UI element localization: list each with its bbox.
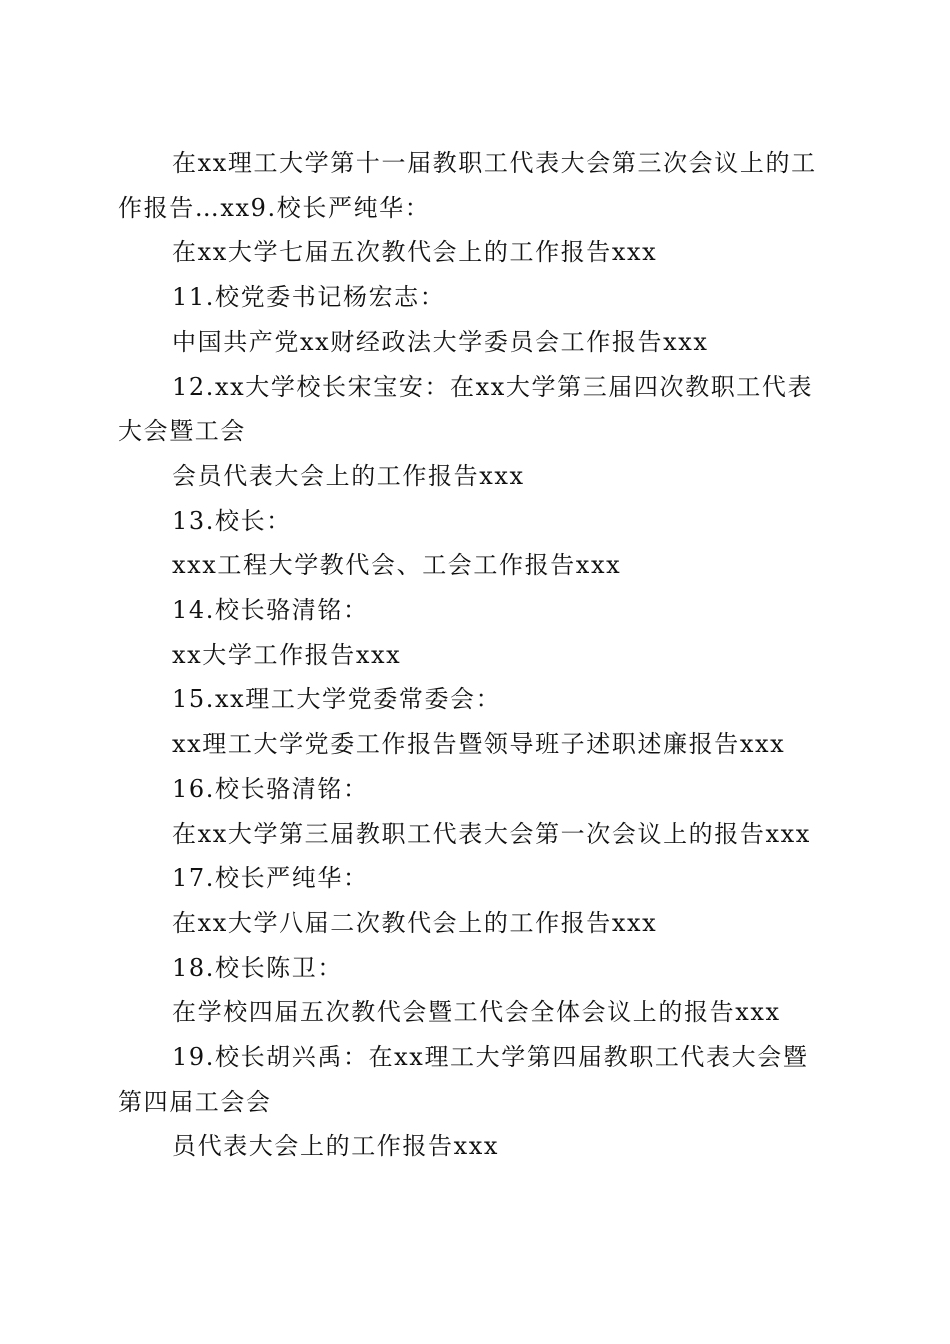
paragraph-7: 13.校长：: [172, 506, 292, 535]
paragraph-2: 在xx大学七届五次教代会上的工作报告xxx: [172, 238, 658, 267]
paragraph-3: 11.校党委书记杨宏志：: [172, 283, 446, 312]
paragraph-14: 在xx大学第三届教职工代表大会第一次会议上的报告xxx: [172, 819, 811, 848]
paragraph-20: 员代表大会上的工作报告xxx: [172, 1132, 500, 1161]
paragraph-17: 18.校长陈卫：: [172, 953, 343, 982]
paragraph-18: 在学校四届五次教代会暨工代会全体会议上的报告xxx: [172, 998, 781, 1027]
paragraph-15: 17.校长严纯华：: [172, 864, 369, 893]
paragraph-9: 14.校长骆清铭：: [172, 596, 369, 625]
paragraph-6: 会员代表大会上的工作报告xxx: [172, 461, 525, 490]
paragraph-1: 在xx理工大学第十一届教职工代表大会第三次会议上的工作报告…xx9.校长严纯华：: [118, 149, 817, 222]
paragraph-11: 15.xx理工大学党委常委会：: [172, 685, 502, 714]
paragraph-4: 中国共产党xx财经政法大学委员会工作报告xxx: [172, 327, 709, 356]
paragraph-19: 19.校长胡兴禹：在xx理工大学第四届教职工代表大会暨第四届工会会: [118, 1043, 809, 1116]
paragraph-5: 12.xx大学校长宋宝安：在xx大学第三届四次教职工代表大会暨工会: [118, 372, 814, 446]
paragraph-10: xx大学工作报告xxx: [172, 640, 402, 669]
paragraph-12: xx理工大学党委工作报告暨领导班子述职述廉报告xxx: [172, 730, 786, 759]
paragraph-13: 16.校长骆清铭：: [172, 774, 369, 803]
document-body: [118, 141, 830, 1169]
paragraph-16: 在xx大学八届二次教代会上的工作报告xxx: [172, 908, 658, 937]
paragraph-8: xxx工程大学教代会、工会工作报告xxx: [172, 551, 622, 580]
